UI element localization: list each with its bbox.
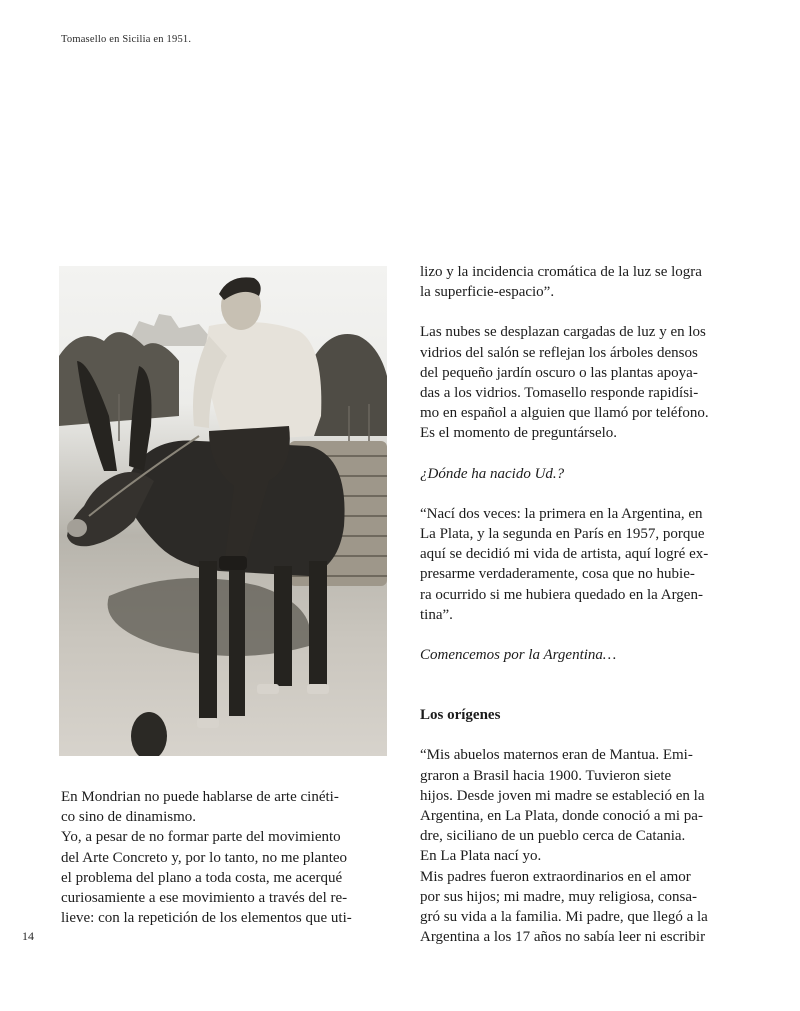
text-line: dre, siciliano de un pueblo cerca de Catania. xyxy=(420,828,686,845)
text-line: curiosamiente a ese movimiento a través del re- xyxy=(61,890,348,907)
text-line: “Nací dos veces: la primera en la Argentina, en xyxy=(420,505,703,522)
text-line: vidrios del salón se reflejan los árboles densos xyxy=(420,344,698,361)
text-line: co sino de dinamismo. xyxy=(61,809,196,826)
text-line: presarme verdaderamente, cosa que no hubie- xyxy=(420,566,695,583)
text-line: ra ocurrido si me hubiera quedado en la Argen- xyxy=(420,586,703,603)
paragraph xyxy=(420,322,750,443)
photo-illustration xyxy=(59,266,387,756)
paragraph xyxy=(420,262,750,302)
text-line: lizo y la incidencia cromática de la luz se logra xyxy=(420,264,702,280)
paragraph xyxy=(420,504,750,625)
text-line: por sus hijos; mi madre, muy religiosa, consa- xyxy=(420,888,698,905)
text-line: del Arte Concreto y, por lo tanto, no me planteo xyxy=(61,849,348,866)
text-line: hijos. Desde joven mi madre se estableció en la xyxy=(420,787,705,804)
text-line: Las nubes se desplazan cargadas de luz y en los xyxy=(420,324,706,341)
text-line: Argentina a los 17 años no sabía leer ni escribir xyxy=(420,929,706,946)
text-line: mo en español a alguien que llamó por teléfono. xyxy=(420,405,709,422)
text-line: Yo, a pesar de no formar parte del movimiento xyxy=(61,829,341,846)
photo-caption: Tomasello en Sicilia en 1951. xyxy=(61,34,192,45)
text-line: graron a Brasil hacia 1900. Tuvieron siete xyxy=(420,767,672,784)
text-line: Argentina, en La Plata, donde conoció a mi pa- xyxy=(420,808,703,825)
section-heading: Los orígenes xyxy=(420,707,501,724)
text-line: lieve: con la repetición de los elementos que uti- xyxy=(61,910,352,927)
text-line: tina”. xyxy=(420,606,453,623)
text-line: del pequeño jardín oscuro o las plantas apoya- xyxy=(420,364,698,381)
text-line: das a los vidrios. Tomasello responde rapidísi- xyxy=(420,385,699,402)
text-line: Es el momento de preguntárselo. xyxy=(420,425,618,442)
interview-question: Comencemos por la Argentina… xyxy=(420,647,617,664)
donkey-photo xyxy=(59,266,387,756)
paragraph xyxy=(420,745,750,866)
text-line: La Plata, y la segunda en París en 1957, porque xyxy=(420,526,705,543)
text-line: aquí se decidió mi vida de artista, aquí logré ex- xyxy=(420,546,709,563)
text-line: En Mondrian no puede hablarse de arte cinéti- xyxy=(61,789,339,805)
text-line: Mis padres fueron extraordinarios en el amor xyxy=(420,868,691,885)
interview-question: ¿Dónde ha nacido Ud.? xyxy=(420,465,565,482)
text-line: la superficie-espacio”. xyxy=(420,284,555,301)
text-line: gró su vida a la familia. Mi padre, que llegó a la xyxy=(420,909,708,926)
left-text-column xyxy=(61,787,387,928)
right-text-column xyxy=(420,262,750,947)
text-line: el problema del plano a toda costa, me acerqué xyxy=(61,869,343,886)
text-line: “Mis abuelos maternos eran de Mantua. Emi- xyxy=(420,747,693,764)
page-number: 14 xyxy=(22,929,34,943)
paragraph xyxy=(420,867,750,948)
text-line: En La Plata nací yo. xyxy=(420,848,542,865)
